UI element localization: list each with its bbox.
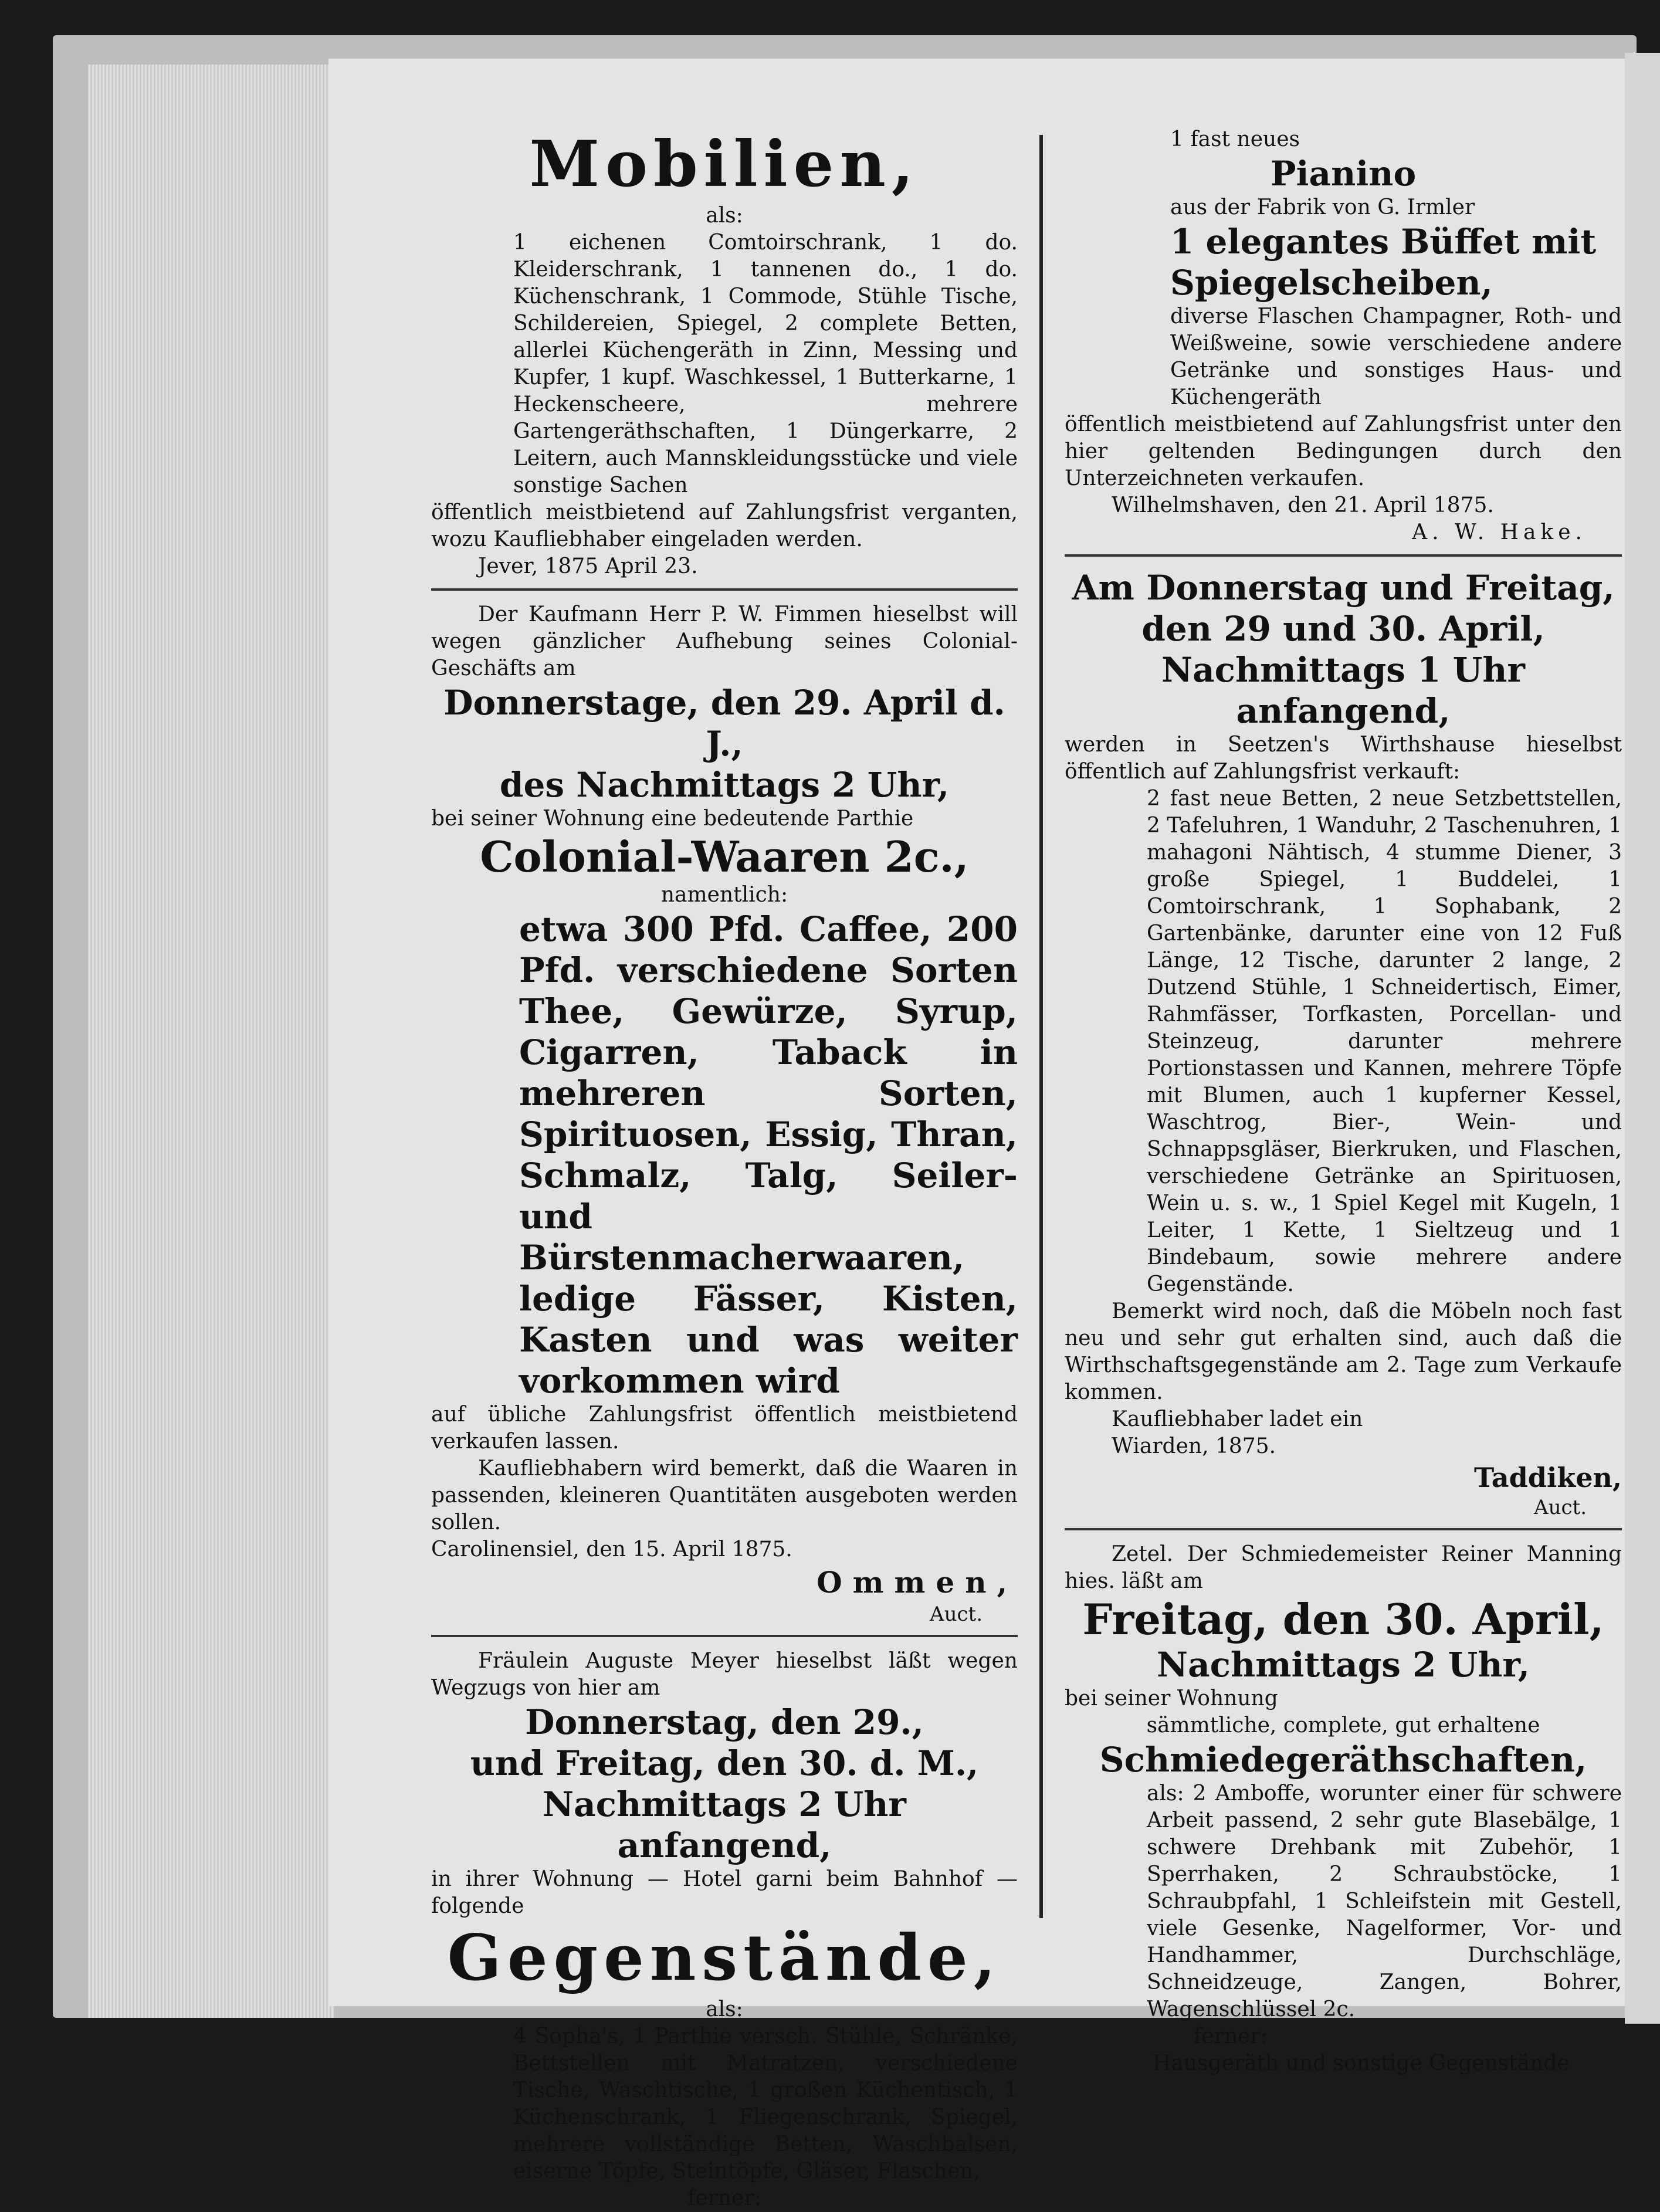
- ad-separator: [1065, 554, 1622, 557]
- ad-headline: Mobilien,: [529, 127, 920, 201]
- ad-manning: [1065, 1541, 1622, 2077]
- ad-location: bei seiner Wohnung: [1065, 1686, 1278, 1710]
- ad-separator: [431, 1635, 1018, 1637]
- right-column: [1065, 126, 1622, 2077]
- ad-headline: Pianino: [1270, 154, 1417, 194]
- ad-headline: Gegenstände,: [447, 1921, 1002, 1995]
- auction-date: Donnerstag, den 29.,: [525, 1702, 924, 1742]
- ad-intro: werden in Seetzen's Wirthshause hieselbst öffentlich auf Zahlungsfrist verkauft:: [1065, 733, 1622, 784]
- auction-date: Am Donnerstag und Freitag,: [1072, 568, 1615, 608]
- dateline: Jever, 1875 April 23.: [478, 554, 698, 578]
- ad-body: öffentlich meistbietend auf Zahlungsfrist unter den hier geltenden Bedingungen durch den Unterzeichneten verkaufen.: [1065, 412, 1622, 490]
- ad-subline: sämmtliche, complete, gut erhaltene: [1146, 1713, 1540, 1737]
- ad-intro: Der Kaufmann Herr P. W. Fimmen hieselbst will wegen gänzlicher Aufhebung seines Colonial-Geschäfts am: [431, 602, 1018, 680]
- signature: A. W. Hake.: [1412, 520, 1587, 544]
- dateline: Carolinensiel, den 15. April 1875.: [431, 1537, 792, 1561]
- ad-colonial: [431, 601, 1018, 1627]
- ad-tail: Hausgeräth und sonstige Gegenstände: [1153, 2051, 1570, 2075]
- dateline: Wiarden, 1875.: [1112, 1434, 1276, 1458]
- auctioneer-title: Auct.: [930, 1603, 983, 1626]
- ad-intro: Fräulein Auguste Meyer hieselbst läßt wegen Wegzugs von hier am: [431, 1649, 1018, 1700]
- auctioneer-title: Auct.: [1534, 1496, 1587, 1519]
- auction-date: den 29 und 30. April,: [1141, 609, 1545, 649]
- item-list: 2 fast neue Betten, 2 neue Setzbettstellen, 2 Tafeluhren, 1 Wanduhr, 2 Taschenuhren, 1 mahagoni Nähtisch, 4 stumme Diener, 3 große Spiegel, 1 Buddelei, 1 Comtoirschrank, 1 Sophabank, 2 Gartenbänke, darunter eine von 12 Fuß Länge, 12 Tische, darunter 2 lange, 2 Dutzend Stühle, 1 Schneidertisch, Eimer, Rahmfässer, Torfkasten, Porcellan- und Steinzeug, darunter mehrere Portionstassen und Kannen, mehrere Töpfe mit Blumen, auch 1 kupferner Kessel, Waschtrog, Bier-, Wein- und Schnappsgläser, Bierkruken, und Flaschen, verschiedene Getränke an Spirituosen, Wein u. s. w., 1 Spiel Kegel mit Kugeln, 1 Leiter, 1 Kette, 1 Sieltzeug und 1 Bindebaum, sowie mehrere andere Gegenstände.: [1147, 787, 1622, 1296]
- ad-location: bei seiner Wohnung eine bedeutende Parthie: [431, 807, 914, 831]
- ad-location: in ihrer Wohnung — Hotel garni beim Bahnhof — folgende: [431, 1867, 1018, 1918]
- ad-body: öffentlich meistbietend auf Zahlungsfrist verganten, wozu Kaufliebhaber eingeladen werden.: [431, 500, 1018, 551]
- ad-subheadline: 1 elegantes Büffet mit Spiegelscheiben,: [1170, 222, 1597, 303]
- ad-intro: Zetel. Der Schmiedemeister Reiner Manning hies. läßt am: [1065, 1542, 1622, 1593]
- ad-note: Kaufliebhabern wird bemerkt, daß die Waaren in passenden, kleineren Quantitäten ausgeboten werden sollen.: [431, 1456, 1018, 1534]
- maker-line: aus der Fabrik von G. Irmler: [1170, 195, 1475, 219]
- auctioneer-name: Taddiken,: [1473, 1462, 1622, 1493]
- ad-hake: [1065, 126, 1622, 546]
- ferner-label: ferner:: [687, 2186, 761, 2210]
- auction-time: des Nachmittags 2 Uhr,: [499, 765, 950, 805]
- invite-line: Kaufliebhaber ladet ein: [1112, 1407, 1363, 1431]
- auctioneer-name: Ommen,: [817, 1565, 1018, 1600]
- als-label: als:: [706, 204, 743, 228]
- ad-headline: Colonial-Waaren 2c.,: [480, 832, 969, 882]
- facing-page-edge: [1625, 53, 1660, 2024]
- ad-line: 1 fast neues: [1170, 127, 1300, 151]
- page-stack: [88, 65, 334, 2018]
- ad-separator: [431, 588, 1018, 591]
- ad-note: Bemerkt wird noch, daß die Möbeln noch fast neu und sehr gut erhalten sind, auch daß die Wirthschaftsgegenstände am 2. Tage zum Verkaufe kommen.: [1065, 1299, 1622, 1404]
- item-list: diverse Flaschen Champagner, Roth- und Weißweine, sowie verschiedene andere Getränke und sonstiges Haus- und Küchengeräth: [1170, 304, 1622, 409]
- auction-time: Nachmittags 2 Uhr,: [1157, 1645, 1530, 1685]
- column-divider: [1039, 135, 1043, 1918]
- ferner-label: ferner:: [1194, 2024, 1268, 2048]
- item-list: 4 Sopha's, 1 Parthie versch. Stühle, Schränke, Bettstellen mit Matratzen, verschiedene Tische, Waschtische, 1 großen Küchentisch, 1 Küchenschrank, 1 Fliegenschrank, Spiegel, mehrere vollständige Betten, Waschbalsen, eiserne Töpfe, Steintöpfe, Gläser, Flaschen,: [513, 2024, 1018, 2183]
- ad-meyer: [431, 1648, 1018, 2212]
- ad-mobilien: [431, 126, 1018, 580]
- left-column: [431, 126, 1018, 2212]
- item-list: 1 eichenen Comtoirschrank, 1 do. Kleiderschrank, 1 tannenen do., 1 do. Küchenschrank, 1 Commode, Stühle Tische, Schildereien, Spiegel, 2 complete Betten, allerlei Küchengeräth in Zinn, Messing und Kupfer, 1 kupf. Waschkessel, 1 Butterkarne, 1 Heckenscheere, mehrere Gartengeräthschaften, 1 Düngerkarre, 2 Leitern, auch Mannskleidungsstücke und viele sonstige Sachen: [513, 231, 1018, 497]
- auction-time: Nachmittags 2 Uhr anfangend,: [543, 1784, 906, 1865]
- dateline: Wilhelmshaven, den 21. April 1875.: [1112, 493, 1494, 517]
- als-label: als:: [706, 1997, 743, 2021]
- ad-taddiken: [1065, 567, 1622, 1520]
- auction-date: Freitag, den 30. April,: [1082, 1594, 1604, 1644]
- item-list: als: 2 Amboffe, worunter einer für schwere Arbeit passend, 2 sehr gute Blasebälge, 1 schwere Drehbank mit Zubehör, 1 Sperrhaken, 2 Schraubstöcke, 1 Schraubpfahl, 1 Schleifstein mit Gestell, viele Gesenke, Nagelformer, Vor- und Handhammer, Durchschläge, Schneidzeuge, Zangen, Bohrer, Wagenschlüssel 2c.: [1147, 1781, 1622, 2021]
- ad-terms: auf übliche Zahlungsfrist öffentlich meistbietend verkaufen lassen.: [431, 1403, 1018, 1454]
- ad-separator: [1065, 1528, 1622, 1530]
- auction-date: Donnerstage, den 29. April d. J.,: [443, 683, 1005, 764]
- ad-headline: Schmiedegeräthschaften,: [1099, 1740, 1587, 1780]
- namentlich-label: namentlich:: [660, 883, 788, 907]
- goods-list: etwa 300 Pfd. Caffee, 200 Pfd. verschiedene Sorten Thee, Gewürze, Syrup, Cigarren, Taback in mehreren Sorten, Spirituosen, Essig, Thran, Schmalz, Talg, Seiler- und Bürstenmacherwaaren, ledige Fässer, Kisten, Kasten und was weiter vorkommen wird: [519, 909, 1018, 1401]
- auction-date: und Freitag, den 30. d. M.,: [470, 1743, 979, 1783]
- auction-time: Nachmittags 1 Uhr anfangend,: [1161, 650, 1525, 731]
